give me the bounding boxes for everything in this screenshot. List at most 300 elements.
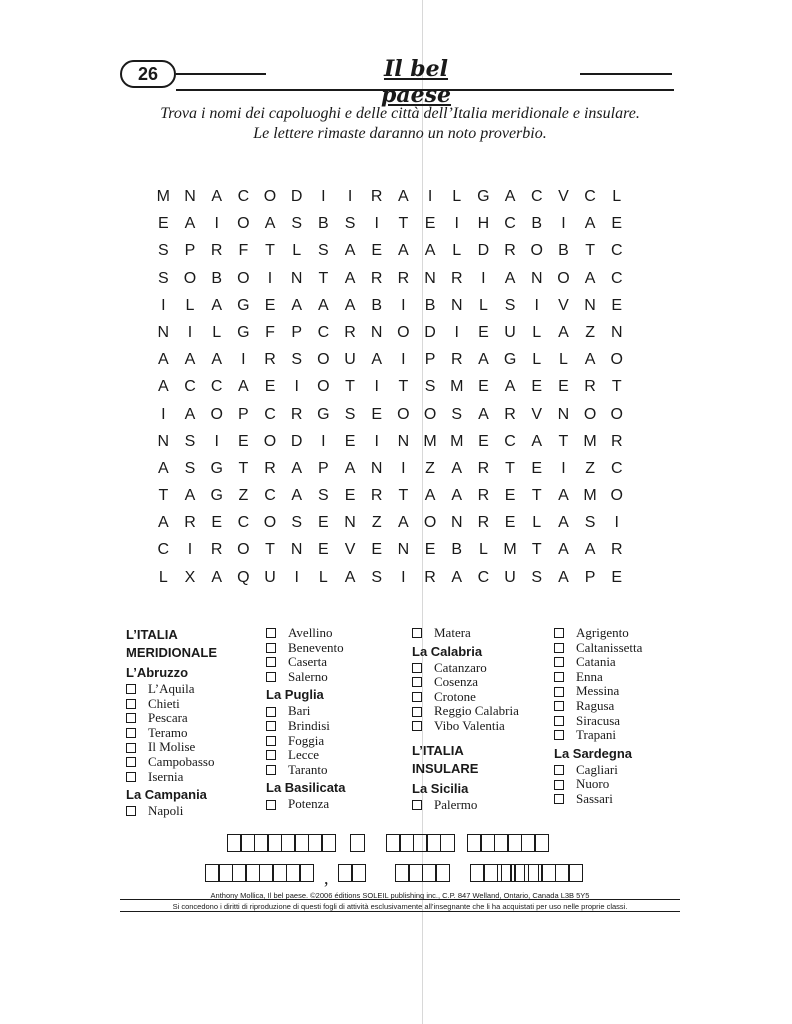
grid-letter[interactable]: C	[237, 514, 250, 532]
grid-letter[interactable]: N	[184, 188, 196, 205]
grid-letter[interactable]: E	[344, 487, 356, 505]
checkbox[interactable]	[554, 687, 564, 697]
checkbox[interactable]	[266, 628, 276, 638]
checkbox[interactable]	[266, 643, 276, 653]
checkbox[interactable]	[126, 772, 136, 782]
grid-letter[interactable]: A	[371, 351, 383, 369]
grid-letter[interactable]: O	[317, 378, 330, 396]
grid-letter[interactable]: I	[481, 269, 486, 287]
grid-letter[interactable]: R	[210, 541, 223, 559]
grid-letter[interactable]: E	[611, 568, 623, 586]
grid-letter[interactable]: I	[214, 215, 219, 233]
checkbox[interactable]	[126, 757, 136, 767]
grid-letter[interactable]: O	[423, 405, 437, 423]
grid-letter[interactable]: A	[291, 296, 303, 314]
grid-letter[interactable]: A	[211, 188, 223, 205]
grid-letter[interactable]: I	[241, 351, 246, 369]
grid-letter[interactable]: I	[214, 432, 219, 450]
grid-letter[interactable]: A	[558, 487, 569, 505]
grid-letter[interactable]: S	[424, 378, 436, 396]
grid-letter[interactable]: R	[477, 487, 490, 505]
grid-letter[interactable]: N	[370, 323, 383, 341]
grid-letter[interactable]: U	[504, 323, 516, 341]
grid-letter[interactable]: E	[478, 378, 489, 396]
grid-letter[interactable]: X	[184, 568, 196, 586]
checkbox[interactable]	[554, 730, 564, 740]
grid-letter[interactable]: A	[558, 541, 569, 559]
checkbox[interactable]	[266, 657, 276, 667]
grid-letter[interactable]: E	[211, 514, 223, 532]
grid-letter[interactable]: L	[532, 514, 542, 532]
grid-letter[interactable]: A	[318, 296, 329, 314]
grid-letter[interactable]: C	[610, 269, 623, 287]
grid-letter[interactable]: I	[401, 459, 406, 477]
grid-letter[interactable]: G	[317, 405, 330, 423]
grid-letter[interactable]: O	[397, 323, 410, 341]
grid-letter[interactable]: E	[371, 242, 383, 260]
grid-letter[interactable]: R	[610, 541, 623, 559]
grid-letter[interactable]: E	[611, 215, 623, 233]
answer-word[interactable]	[468, 834, 549, 852]
grid-letter[interactable]: G	[210, 459, 223, 477]
grid-letter[interactable]: S	[291, 351, 303, 369]
grid-letter[interactable]: C	[610, 459, 623, 477]
answer-word[interactable]	[387, 834, 455, 852]
checkbox[interactable]	[554, 657, 564, 667]
grid-letter[interactable]: E	[158, 215, 169, 233]
grid-letter[interactable]: Z	[585, 459, 595, 477]
grid-letter[interactable]: A	[398, 514, 409, 532]
grid-letter[interactable]: F	[238, 242, 249, 260]
grid-letter[interactable]: G	[210, 487, 223, 505]
grid-letter[interactable]: R	[450, 269, 463, 287]
grid-letter[interactable]: R	[504, 405, 516, 423]
grid-letter[interactable]: O	[263, 514, 277, 532]
grid-letter[interactable]: A	[344, 269, 356, 287]
grid-letter[interactable]: L	[612, 188, 622, 205]
grid-letter[interactable]: L	[318, 568, 328, 586]
grid-letter[interactable]: T	[531, 541, 542, 559]
grid-letter[interactable]: R	[344, 323, 356, 341]
grid-letter[interactable]: L	[452, 242, 462, 260]
grid-letter[interactable]: Z	[425, 459, 435, 477]
checkbox[interactable]	[126, 699, 136, 709]
grid-letter[interactable]: O	[610, 351, 623, 369]
grid-letter[interactable]: I	[374, 378, 379, 396]
grid-letter[interactable]: A	[451, 459, 463, 477]
grid-letter[interactable]: G	[503, 351, 517, 369]
checkbox[interactable]	[412, 800, 422, 810]
grid-letter[interactable]: E	[318, 514, 329, 532]
grid-letter[interactable]: S	[184, 459, 196, 477]
checkbox[interactable]	[554, 780, 564, 790]
grid-letter[interactable]: T	[505, 459, 515, 477]
grid-letter[interactable]: R	[184, 514, 196, 532]
grid-letter[interactable]: A	[158, 514, 169, 532]
grid-letter[interactable]: E	[371, 405, 383, 423]
grid-letter[interactable]: I	[561, 215, 566, 233]
grid-letter[interactable]: N	[157, 323, 170, 341]
grid-letter[interactable]: M	[450, 432, 464, 450]
grid-letter[interactable]: H	[477, 215, 490, 233]
grid-letter[interactable]: Z	[238, 487, 249, 505]
checkbox[interactable]	[126, 684, 136, 694]
grid-letter[interactable]: L	[478, 541, 488, 559]
grid-letter[interactable]: N	[157, 432, 170, 450]
checkbox[interactable]	[266, 736, 276, 746]
grid-letter[interactable]: C	[317, 323, 330, 341]
grid-letter[interactable]: M	[450, 378, 464, 396]
grid-letter[interactable]: B	[424, 296, 436, 314]
grid-letter[interactable]: E	[371, 541, 383, 559]
answer-word[interactable]	[396, 864, 450, 882]
grid-letter[interactable]: A	[504, 188, 516, 205]
grid-letter[interactable]: A	[478, 405, 489, 423]
grid-letter[interactable]: A	[451, 568, 463, 586]
grid-letter[interactable]: S	[344, 215, 356, 233]
grid-letter[interactable]: R	[610, 432, 623, 450]
grid-letter[interactable]: E	[344, 432, 356, 450]
grid-letter[interactable]: I	[294, 568, 299, 586]
answer-word[interactable]	[351, 834, 365, 852]
grid-letter[interactable]: B	[558, 242, 569, 260]
grid-letter[interactable]: C	[504, 432, 516, 450]
grid-letter[interactable]: A	[184, 405, 196, 423]
grid-letter[interactable]: G	[237, 323, 250, 341]
grid-letter[interactable]: O	[557, 269, 570, 287]
grid-letter[interactable]: A	[158, 351, 169, 369]
grid-letter[interactable]: M	[503, 541, 517, 559]
grid-letter[interactable]: R	[584, 378, 596, 396]
grid-letter[interactable]: D	[424, 323, 436, 341]
grid-letter[interactable]: A	[531, 432, 543, 450]
grid-letter[interactable]: I	[321, 188, 326, 205]
answer-word[interactable]	[228, 834, 336, 852]
grid-letter[interactable]: G	[237, 296, 250, 314]
grid-letter[interactable]: I	[401, 568, 406, 586]
grid-letter[interactable]: T	[611, 378, 622, 396]
grid-letter[interactable]: R	[450, 351, 463, 369]
checkbox[interactable]	[412, 663, 422, 673]
grid-letter[interactable]: R	[210, 242, 223, 260]
grid-letter[interactable]: B	[531, 215, 543, 233]
grid-letter[interactable]: P	[184, 242, 196, 260]
grid-letter[interactable]: S	[158, 269, 169, 287]
grid-letter[interactable]: P	[584, 568, 596, 586]
grid-letter[interactable]: L	[478, 296, 488, 314]
checkbox[interactable]	[412, 692, 422, 702]
grid-letter[interactable]: I	[374, 432, 379, 450]
grid-letter[interactable]: S	[318, 242, 329, 260]
grid-letter[interactable]: N	[450, 296, 463, 314]
checkbox[interactable]	[266, 765, 276, 775]
grid-letter[interactable]: A	[344, 242, 356, 260]
grid-letter[interactable]: L	[532, 323, 542, 341]
grid-letter[interactable]: A	[584, 215, 596, 233]
grid-letter[interactable]: C	[530, 188, 543, 205]
grid-letter[interactable]: A	[504, 378, 516, 396]
grid-letter[interactable]: I	[614, 514, 619, 532]
checkbox[interactable]	[126, 728, 136, 738]
grid-letter[interactable]: D	[290, 188, 303, 205]
grid-letter[interactable]: A	[184, 215, 196, 233]
grid-letter[interactable]: M	[583, 432, 597, 450]
grid-letter[interactable]: R	[370, 188, 383, 205]
grid-letter[interactable]: E	[264, 378, 276, 396]
grid-letter[interactable]: T	[398, 378, 409, 396]
grid-letter[interactable]: O	[610, 487, 623, 505]
checkbox[interactable]	[266, 800, 276, 810]
grid-letter[interactable]: A	[478, 351, 489, 369]
grid-letter[interactable]: L	[452, 188, 462, 205]
grid-letter[interactable]: T	[558, 432, 569, 450]
grid-letter[interactable]: A	[451, 487, 463, 505]
grid-letter[interactable]: A	[398, 188, 409, 205]
grid-letter[interactable]: A	[158, 378, 169, 396]
grid-letter[interactable]: O	[237, 269, 250, 287]
grid-letter[interactable]: T	[585, 242, 595, 260]
grid-letter[interactable]: S	[291, 215, 303, 233]
grid-letter[interactable]: O	[397, 405, 410, 423]
grid-letter[interactable]: I	[161, 296, 166, 314]
checkbox[interactable]	[554, 643, 564, 653]
checkbox[interactable]	[412, 677, 422, 687]
grid-letter[interactable]: S	[318, 487, 329, 505]
grid-letter[interactable]: Z	[371, 514, 382, 532]
grid-letter[interactable]: V	[344, 541, 356, 559]
checkbox[interactable]	[554, 701, 564, 711]
grid-letter[interactable]: T	[265, 242, 275, 260]
grid-letter[interactable]: C	[184, 378, 196, 396]
grid-letter[interactable]: E	[611, 296, 623, 314]
grid-letter[interactable]: A	[558, 323, 569, 341]
checkbox[interactable]	[266, 672, 276, 682]
grid-letter[interactable]: N	[424, 269, 436, 287]
grid-letter[interactable]: G	[477, 188, 490, 205]
checkbox[interactable]	[554, 628, 564, 638]
checkbox[interactable]	[554, 716, 564, 726]
grid-letter[interactable]: S	[504, 296, 516, 314]
grid-letter[interactable]: L	[158, 568, 168, 586]
grid-letter[interactable]: Q	[237, 568, 250, 586]
grid-letter[interactable]: U	[344, 351, 356, 369]
grid-letter[interactable]: I	[347, 188, 353, 205]
grid-letter[interactable]: U	[264, 568, 276, 586]
grid-letter[interactable]: E	[424, 541, 436, 559]
grid-letter[interactable]: I	[187, 323, 193, 341]
grid-letter[interactable]: Z	[585, 323, 595, 341]
grid-letter[interactable]: D	[290, 432, 303, 450]
grid-letter[interactable]: N	[397, 432, 410, 450]
answer-word[interactable]	[206, 864, 314, 882]
checkbox[interactable]	[126, 713, 136, 723]
grid-letter[interactable]: L	[212, 323, 222, 341]
grid-letter[interactable]: E	[531, 378, 543, 396]
checkbox[interactable]	[412, 721, 422, 731]
grid-letter[interactable]: E	[558, 378, 569, 396]
grid-letter[interactable]: O	[183, 269, 197, 287]
grid-letter[interactable]: E	[264, 296, 276, 314]
grid-letter[interactable]: A	[158, 459, 169, 477]
grid-letter[interactable]: B	[371, 296, 383, 314]
grid-letter[interactable]: E	[478, 432, 489, 450]
grid-letter[interactable]: O	[317, 351, 330, 369]
grid-letter[interactable]: M	[156, 188, 170, 205]
grid-letter[interactable]: I	[401, 296, 406, 314]
grid-letter[interactable]: B	[318, 215, 329, 233]
grid-letter[interactable]: R	[370, 269, 383, 287]
grid-letter[interactable]: A	[424, 242, 436, 260]
grid-letter[interactable]: N	[370, 459, 383, 477]
grid-letter[interactable]: A	[184, 487, 196, 505]
grid-letter[interactable]: A	[584, 269, 596, 287]
grid-letter[interactable]: I	[267, 269, 273, 287]
grid-letter[interactable]: C	[504, 215, 516, 233]
grid-letter[interactable]: L	[532, 351, 542, 369]
grid-letter[interactable]: A	[424, 487, 436, 505]
grid-letter[interactable]: N	[610, 323, 623, 341]
grid-letter[interactable]: A	[291, 459, 303, 477]
grid-letter[interactable]: A	[558, 514, 569, 532]
grid-letter[interactable]: O	[610, 405, 623, 423]
grid-letter[interactable]: N	[450, 514, 463, 532]
grid-letter[interactable]: R	[477, 514, 490, 532]
grid-letter[interactable]: C	[477, 568, 490, 586]
grid-letter[interactable]: C	[264, 487, 276, 505]
grid-letter[interactable]: C	[237, 188, 250, 205]
grid-letter[interactable]: N	[530, 269, 543, 287]
grid-letter[interactable]: B	[211, 269, 223, 287]
grid-letter[interactable]: P	[318, 459, 329, 477]
grid-letter[interactable]: A	[584, 541, 596, 559]
grid-letter[interactable]: S	[531, 568, 543, 586]
checkbox[interactable]	[266, 750, 276, 760]
grid-letter[interactable]: M	[423, 432, 437, 450]
grid-letter[interactable]: O	[210, 405, 223, 423]
grid-letter[interactable]: A	[291, 487, 303, 505]
grid-letter[interactable]: V	[558, 188, 569, 205]
grid-letter[interactable]: T	[345, 378, 355, 396]
grid-letter[interactable]: L	[558, 351, 568, 369]
grid-letter[interactable]: C	[264, 405, 276, 423]
grid-letter[interactable]: N	[290, 541, 303, 559]
grid-letter[interactable]: R	[264, 459, 276, 477]
grid-letter[interactable]: I	[561, 459, 566, 477]
grid-letter[interactable]: U	[504, 568, 516, 586]
grid-letter[interactable]: O	[263, 188, 277, 205]
grid-letter[interactable]: O	[423, 514, 437, 532]
grid-letter[interactable]: I	[187, 541, 193, 559]
grid-letter[interactable]: R	[504, 242, 516, 260]
grid-letter[interactable]: C	[210, 378, 223, 396]
grid-letter[interactable]: C	[157, 541, 170, 559]
grid-letter[interactable]: I	[427, 188, 433, 205]
grid-letter[interactable]: R	[290, 405, 303, 423]
checkbox[interactable]	[412, 707, 422, 717]
grid-letter[interactable]: E	[504, 487, 516, 505]
grid-letter[interactable]: N	[290, 269, 303, 287]
grid-letter[interactable]: S	[184, 432, 196, 450]
grid-letter[interactable]: A	[184, 351, 196, 369]
grid-letter[interactable]: D	[477, 242, 490, 260]
grid-letter[interactable]: V	[531, 405, 543, 423]
grid-letter[interactable]: A	[211, 296, 223, 314]
grid-letter[interactable]: S	[344, 405, 356, 423]
grid-letter[interactable]: R	[424, 568, 436, 586]
grid-letter[interactable]: F	[265, 323, 275, 341]
grid-letter[interactable]: T	[265, 541, 275, 559]
grid-letter[interactable]: T	[158, 487, 169, 505]
grid-letter[interactable]: O	[583, 405, 597, 423]
grid-letter[interactable]: P	[238, 405, 249, 423]
checkbox[interactable]	[412, 628, 422, 638]
grid-letter[interactable]: S	[291, 514, 303, 532]
grid-letter[interactable]: E	[318, 541, 329, 559]
grid-letter[interactable]: N	[397, 541, 410, 559]
checkbox[interactable]	[266, 721, 276, 731]
grid-letter[interactable]: I	[374, 215, 379, 233]
checkbox[interactable]	[266, 707, 276, 717]
grid-letter[interactable]: T	[398, 215, 409, 233]
checkbox[interactable]	[126, 743, 136, 753]
grid-letter[interactable]: L	[185, 296, 195, 314]
grid-letter[interactable]: A	[344, 568, 356, 586]
grid-letter[interactable]: V	[558, 296, 569, 314]
grid-letter[interactable]: A	[398, 242, 409, 260]
grid-letter[interactable]: R	[397, 269, 410, 287]
grid-letter[interactable]: A	[344, 459, 356, 477]
grid-letter[interactable]: E	[504, 514, 516, 532]
grid-letter[interactable]: I	[294, 378, 299, 396]
answer-word[interactable]	[339, 864, 366, 882]
grid-letter[interactable]: A	[264, 215, 276, 233]
grid-letter[interactable]: E	[478, 323, 489, 341]
grid-letter[interactable]: S	[451, 405, 463, 423]
grid-letter[interactable]: A	[504, 269, 516, 287]
grid-letter[interactable]: A	[211, 568, 223, 586]
grid-letter[interactable]: E	[424, 215, 436, 233]
grid-letter[interactable]: I	[454, 215, 459, 233]
grid-letter[interactable]: T	[398, 487, 409, 505]
grid-letter[interactable]: S	[584, 514, 596, 532]
checkbox[interactable]	[554, 765, 564, 775]
grid-letter[interactable]: I	[454, 323, 459, 341]
grid-letter[interactable]: A	[558, 568, 569, 586]
grid-letter[interactable]: S	[371, 568, 383, 586]
checkbox[interactable]	[554, 672, 564, 682]
grid-letter[interactable]: O	[263, 432, 277, 450]
grid-letter[interactable]: A	[238, 378, 249, 396]
grid-letter[interactable]: O	[237, 215, 250, 233]
grid-letter[interactable]: I	[321, 432, 326, 450]
checkbox[interactable]	[554, 794, 564, 804]
grid-letter[interactable]: R	[370, 487, 383, 505]
grid-letter[interactable]: I	[161, 405, 166, 423]
grid-letter[interactable]: S	[158, 242, 169, 260]
answer-word[interactable]	[502, 864, 583, 882]
grid-letter[interactable]: P	[291, 323, 303, 341]
grid-letter[interactable]: O	[530, 242, 543, 260]
grid-letter[interactable]: R	[477, 459, 490, 477]
grid-letter[interactable]: L	[292, 242, 302, 260]
grid-letter[interactable]: B	[451, 541, 463, 559]
grid-letter[interactable]: E	[531, 459, 543, 477]
grid-letter[interactable]: N	[557, 405, 570, 423]
grid-letter[interactable]: C	[584, 188, 596, 205]
grid-letter[interactable]: T	[318, 269, 329, 287]
grid-letter[interactable]: R	[264, 351, 276, 369]
grid-letter[interactable]: N	[344, 514, 356, 532]
